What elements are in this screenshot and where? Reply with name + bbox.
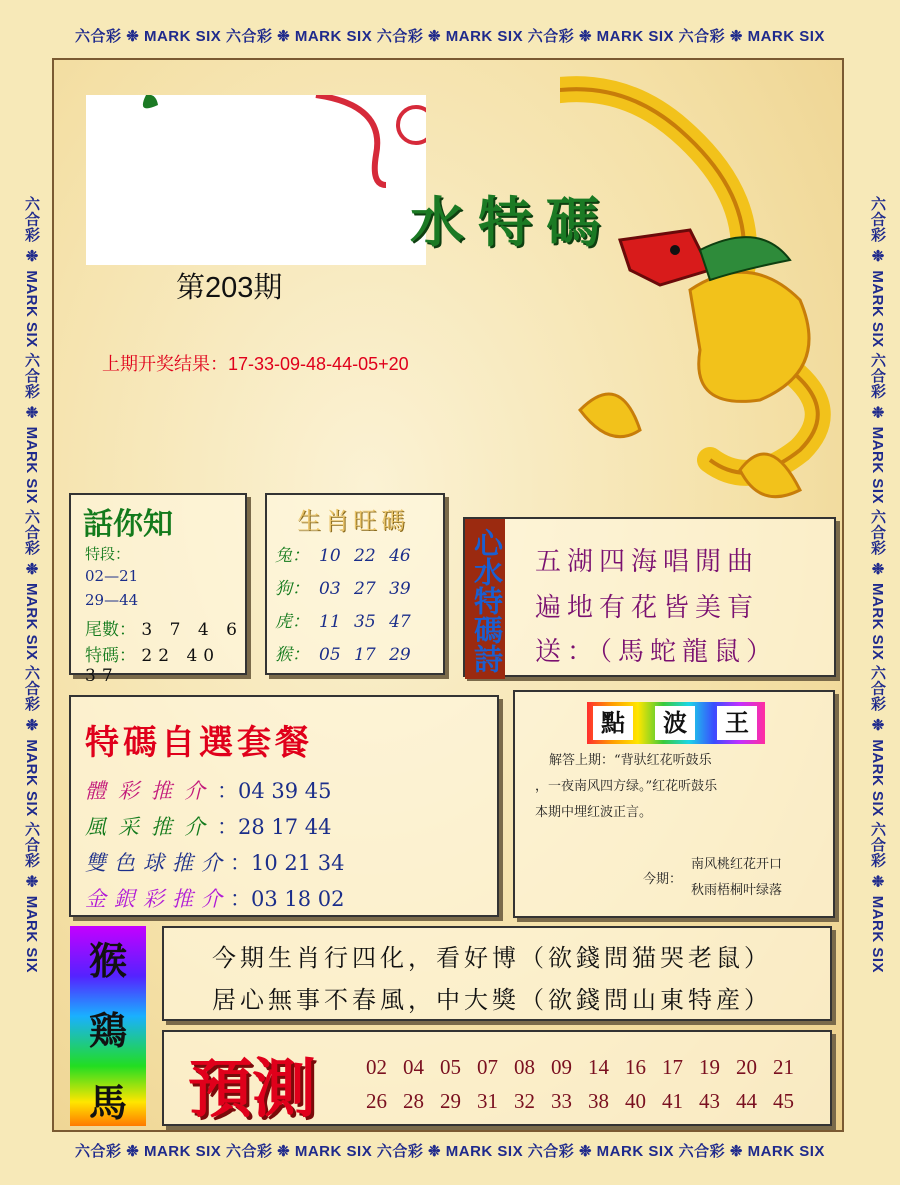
prediction-number: 40 — [625, 1089, 646, 1113]
frame-bottom-strip: 六合彩 ❉ MARK SIX 六合彩 ❉ MARK SIX 六合彩 ❉ MARK SIX 六合彩 ❉ MARK SIX 六合彩 ❉ MARK SIX — [75, 1143, 825, 1160]
zodiac-animal: 兔： — [275, 546, 309, 566]
prediction-box — [162, 1030, 832, 1126]
prediction-number: 05 — [440, 1055, 461, 1079]
zodiac-side-char: 馬 — [88, 1080, 127, 1125]
wave-text-line: ，一夜南风四方绿。”红花听鼓乐 — [535, 779, 718, 794]
prediction-number: 45 — [773, 1089, 794, 1113]
zodiac-box — [265, 493, 445, 675]
poem-line-2: 遍地有花皆美肓 — [535, 593, 760, 623]
prediction-number: 43 — [699, 1089, 720, 1113]
special-row — [85, 641, 245, 686]
special-pack-box — [69, 695, 499, 917]
zodiac-animal: 狗： — [275, 579, 309, 599]
talk-title: 話你知 — [83, 507, 173, 542]
wave-now-line: 秋雨梧桐叶绿落 — [691, 883, 783, 898]
pack-value: 04 39 45 — [238, 779, 332, 803]
prediction-number: 14 — [588, 1055, 609, 1079]
frame-left-strip: 六合彩 ❉ MARK SIX 六合彩 ❉ MARK SIX 六合彩 ❉ MARK SIX 六合彩 ❉ MARK SIX 六合彩 ❉ MARK SIX — [23, 196, 40, 974]
prediction-number: 02 — [366, 1055, 387, 1079]
zodiac-numbers: 10 22 46 — [319, 546, 411, 566]
logo-area — [86, 95, 426, 265]
tail-label: 尾數： — [85, 620, 136, 640]
wave-now-poem — [691, 852, 782, 904]
wave-text-line: 本期中埋红波正言。 — [535, 805, 653, 820]
pack-label: 體彩推介 — [85, 779, 217, 803]
issue-number: 第203期 — [176, 272, 283, 304]
zodiac-side-char: 鶏 — [88, 1008, 127, 1053]
zodiac-title: 生肖旺碼 — [297, 507, 409, 535]
zodiac-side-column — [70, 926, 146, 1126]
pack-label: 金銀彩推介 — [85, 887, 230, 911]
prediction-number: 17 — [662, 1055, 683, 1079]
segment-label: 特段： — [85, 545, 131, 563]
prediction-number: 07 — [477, 1055, 498, 1079]
tail-values: 3 7 4 6 — [141, 620, 243, 640]
wave-last-answer — [535, 748, 825, 826]
wave-title-band — [587, 702, 765, 744]
prediction-number: 29 — [440, 1089, 461, 1113]
zodiac-row — [275, 640, 411, 665]
pack-colon: ： — [230, 851, 251, 875]
frame-right-strip: 六合彩 ❉ MARK SIX 六合彩 ❉ MARK SIX 六合彩 ❉ MARK SIX 六合彩 ❉ MARK SIX 六合彩 ❉ MARK SIX — [869, 196, 886, 974]
segment-range-2: 29—44 — [85, 591, 139, 609]
zodiac-animal: 猴： — [275, 645, 309, 665]
poem-line-1: 五湖四海唱閒曲 — [535, 547, 760, 577]
wave-text-line: 解答上期：“背驮红花听鼓乐 — [549, 753, 712, 768]
pack-row — [85, 811, 332, 841]
wave-now-label: 今期： — [643, 872, 683, 887]
prediction-number: 31 — [477, 1089, 498, 1113]
prediction-number: 32 — [514, 1089, 535, 1113]
prediction-number: 28 — [403, 1089, 424, 1113]
zodiac-row — [275, 574, 411, 599]
prediction-number: 20 — [736, 1055, 757, 1079]
pack-value: 28 17 44 — [238, 815, 332, 839]
headline: 水特碼 — [410, 190, 614, 254]
prediction-number: 38 — [588, 1089, 609, 1113]
wave-title-char: 王 — [717, 706, 757, 740]
prediction-number: 26 — [366, 1089, 387, 1113]
wave-title-char: 波 — [655, 706, 695, 740]
prediction-number: 44 — [736, 1089, 757, 1113]
logo-icon — [86, 95, 426, 265]
zodiac-side-char: 猴 — [88, 938, 127, 983]
wave-title-char: 點 — [593, 706, 633, 740]
wave-now-line: 南风桃红花开口 — [691, 857, 783, 872]
wave-king-box — [513, 690, 835, 918]
zodiac-row — [275, 541, 411, 566]
zodiac-numbers: 05 17 29 — [319, 645, 411, 665]
last-draw-result: 上期开奖结果：17-33-09-48-44-05+20 — [102, 354, 409, 374]
prediction-number: 04 — [403, 1055, 424, 1079]
special-label: 特碼： — [85, 646, 136, 666]
pack-colon: ： — [217, 779, 238, 803]
tail-row — [85, 615, 243, 640]
special-pack-title: 特碼自選套餐 — [85, 723, 313, 763]
poem-box — [463, 517, 836, 677]
frame-top-strip: 六合彩 ❉ MARK SIX 六合彩 ❉ MARK SIX 六合彩 ❉ MARK SIX 六合彩 ❉ MARK SIX 六合彩 ❉ MARK SIX — [75, 28, 825, 45]
prediction-number: 16 — [625, 1055, 646, 1079]
zodiac-change-line-1: 今期生肖行四化，看好博（欲錢問猫哭老鼠） — [212, 944, 772, 972]
prediction-number: 41 — [662, 1089, 683, 1113]
zodiac-numbers: 11 35 47 — [319, 612, 411, 632]
pack-value: 10 21 34 — [251, 851, 345, 875]
dragon-illustration — [560, 70, 845, 510]
poem-tag: 心水特碼詩 — [465, 519, 505, 679]
pack-colon: ： — [230, 887, 251, 911]
prediction-number: 19 — [699, 1055, 720, 1079]
talk-box — [69, 493, 247, 686]
zodiac-numbers: 03 27 39 — [319, 579, 411, 599]
zodiac-change-line-2: 居心無事不春風，中大獎（欲錢問山東特産） — [212, 986, 772, 1014]
prediction-title: 預測 — [188, 1052, 316, 1127]
pack-row — [85, 883, 345, 913]
zodiac-change-box — [162, 926, 832, 1021]
pack-row — [85, 775, 332, 805]
prediction-number: 33 — [551, 1089, 572, 1113]
pack-label: 風采推介 — [85, 815, 217, 839]
prediction-numbers — [358, 1050, 818, 1118]
pack-value: 03 18 02 — [251, 887, 345, 911]
prediction-number: 08 — [514, 1055, 535, 1079]
zodiac-row — [275, 607, 411, 632]
pack-label: 雙色球推介 — [85, 851, 230, 875]
segment-range-1: 02—21 — [85, 567, 139, 585]
prediction-number: 21 — [773, 1055, 794, 1079]
special-values: 22 40 37 — [85, 646, 221, 686]
poem-line-3: 送：（馬蛇龍鼠） — [535, 637, 779, 667]
prediction-number: 09 — [551, 1055, 572, 1079]
pack-row — [85, 847, 345, 877]
pack-colon: ： — [217, 815, 238, 839]
zodiac-animal: 虎： — [275, 612, 309, 632]
